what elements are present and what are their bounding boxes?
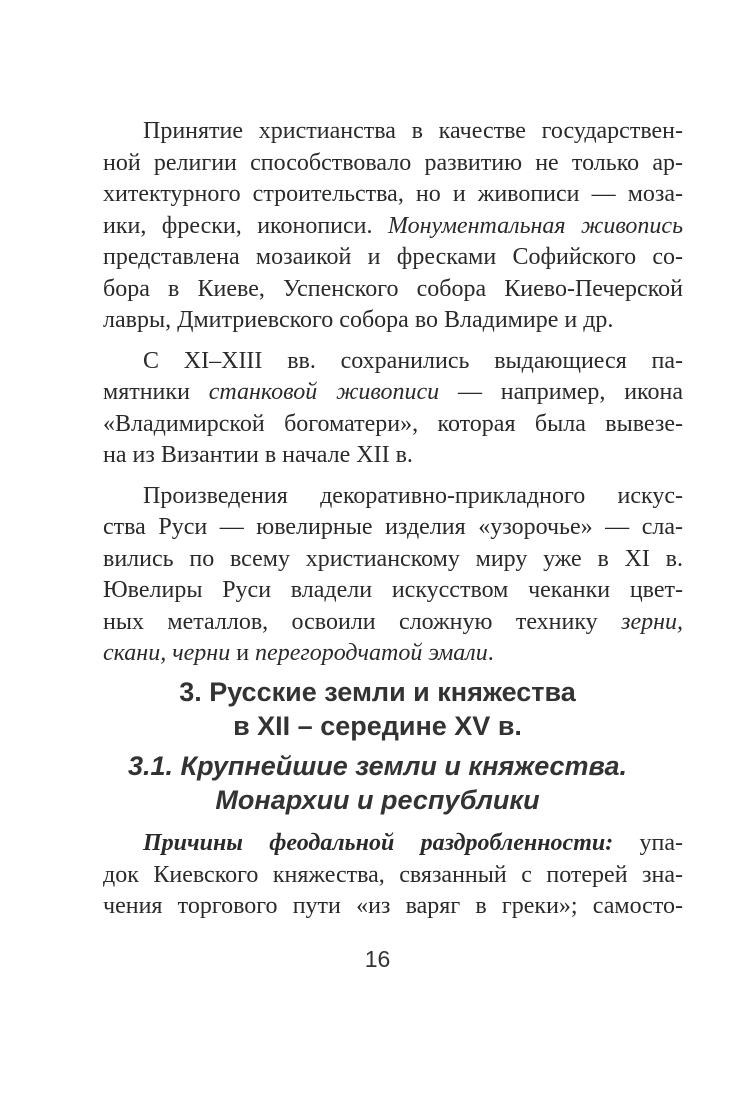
plain-text: . [487,640,494,666]
paragraph-1-line-5: представлена мозаикой и фресками Софийского со- [103,244,683,270]
paragraph-1-line-3: хитектурного строительства, но и живописи — моза- [103,181,683,207]
paragraph-3-line-3: вились по всему христианскому миру уже в XI в. [103,545,683,572]
section-heading [0,749,755,817]
paragraph-1-line-6: бора в Киеве, Успенского собора Киево-Печерской [103,275,683,302]
paragraph-2-line-3: «Владимирской богоматери», которая была вывезе- [103,410,683,437]
paragraph-1-line-7: лавры, Дмитриевского собора во Владимире и др. [103,307,614,333]
plain-text: ных металлов, освоили сложную технику [103,608,598,635]
body-text-bottom [103,828,683,923]
body-text-top [103,116,683,670]
paragraph-4-line-3: чения торгового пути «из варяг в греки»; самосто- [103,893,683,919]
italic-term-cloisonne-enamel: перегородчатой эмали [255,640,488,666]
italic-term-grain: зерни, [621,608,683,635]
paragraph-3-line-4: Ювелиры Руси владели искусством чеканки цвет- [103,577,683,603]
italic-term-monumental-painting: Монументальная живопись [387,212,683,239]
paragraph-3-line-6 [103,638,683,670]
paragraph-2-line-1: С XI–XIII вв. сохранились выдающиеся па- [143,347,683,374]
section-heading-line-1: 3.1. Крупнейшие земли и княжества. [127,751,628,781]
chapter-heading-line-1: 3. Русские земли и княжества [179,677,576,707]
paragraph-3-line-5 [103,607,683,639]
paragraph-4-line-2: док Киевского княжества, связанный с потерей зна- [103,861,683,888]
paragraph-4-line-1 [103,828,683,860]
paragraph-2-line-2 [103,377,683,409]
paragraph-1-line-2: ной религии способствовало развитию не только ар- [103,149,683,176]
bold-italic-term-causes: Причины феодальной раздробленности: [143,830,614,856]
paragraph-3-line-1: Произведения декоративно-прикладного искус- [143,482,683,509]
section-heading-line-2: Монархии и республики [215,785,540,815]
chapter-heading [0,675,755,743]
italic-term-easel-painting: станковой живописи [208,379,440,405]
page-number: 16 [364,946,391,972]
plain-text: ики, фрески, иконописи. [103,212,373,239]
paragraph-1-line-4 [103,211,683,243]
plain-text: — например, икона [457,379,683,405]
italic-term-niello: черни [172,640,231,666]
chapter-heading-line-2: в XII – середине XV в. [233,711,522,741]
plain-text: упа- [639,830,683,856]
plain-text: мятники [103,379,190,405]
paragraph-2-line-4: на из Византии в начале XII в. [103,442,413,468]
plain-text: и [236,640,250,666]
paragraph-3-line-2: ства Руси — ювелирные изделия «узорочье» — сла- [103,514,683,540]
paragraph-1-line-1: Принятие христианства в качестве государствен- [143,118,683,144]
italic-term-filigree: скани, [103,640,167,666]
